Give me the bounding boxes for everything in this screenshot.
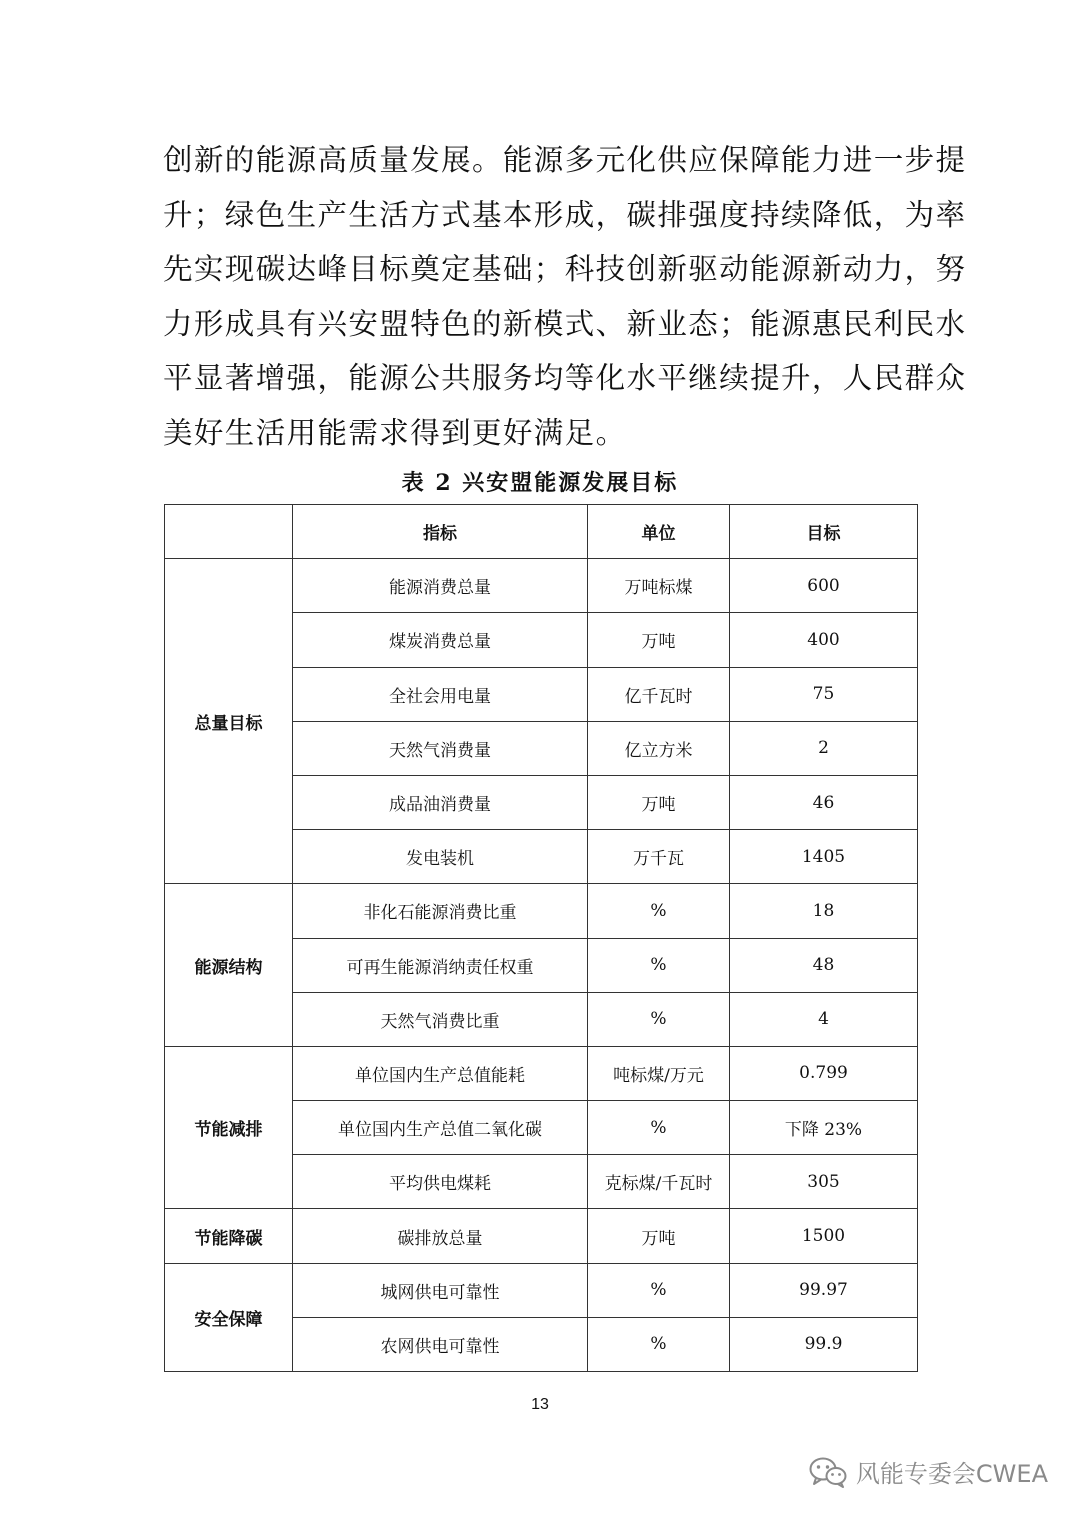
table-header-row (165, 505, 918, 559)
body-paragraph (163, 133, 967, 460)
unit-cell: % (588, 884, 730, 938)
unit-cell: 亿立方米 (588, 721, 730, 775)
indicator-cell: 碳排放总量 (293, 1209, 588, 1263)
header-category (165, 505, 293, 559)
table-row (165, 884, 918, 938)
table-row (165, 559, 918, 613)
indicator-cell: 能源消费总量 (293, 559, 588, 613)
unit-cell: % (588, 1101, 730, 1155)
indicator-cell: 可再生能源消纳责任权重 (293, 938, 588, 992)
target-cell: 305 (730, 1155, 918, 1209)
unit-cell: 亿千瓦时 (588, 667, 730, 721)
table-caption: 表 2 兴安盟能源发展目标 (401, 470, 679, 496)
target-cell: 2 (730, 721, 918, 775)
unit-cell: 万吨 (588, 613, 730, 667)
target-cell: 1500 (730, 1209, 918, 1263)
body-line: 升；绿色生产生活方式基本形成，碳排强度持续降低，为率 (163, 197, 967, 232)
watermark (808, 1454, 1048, 1489)
unit-cell: 万吨 (588, 775, 730, 829)
target-cell: 48 (730, 938, 918, 992)
unit-cell: 万吨标煤 (588, 559, 730, 613)
target-cell: 99.9 (730, 1317, 918, 1371)
target-cell: 下降 23% (730, 1101, 918, 1155)
unit-cell: 万千瓦 (588, 830, 730, 884)
wechat-icon (808, 1456, 848, 1488)
indicator-cell: 非化石能源消费比重 (293, 884, 588, 938)
unit-cell: % (588, 1317, 730, 1371)
indicator-cell: 天然气消费量 (293, 721, 588, 775)
header-unit: 单位 (588, 505, 730, 559)
target-cell: 400 (730, 613, 918, 667)
indicator-cell: 单位国内生产总值二氧化碳 (293, 1101, 588, 1155)
target-cell: 1405 (730, 830, 918, 884)
category-cell: 能源结构 (165, 884, 293, 1047)
body-line: 力形成具有兴安盟特色的新模式、新业态；能源惠民利民水 (163, 306, 967, 341)
watermark-text: 风能专委会CWEA (855, 1460, 1048, 1488)
header-target: 目标 (730, 505, 918, 559)
unit-cell: 万吨 (588, 1209, 730, 1263)
category-cell: 总量目标 (165, 559, 293, 884)
indicator-cell: 煤炭消费总量 (293, 613, 588, 667)
category-cell: 节能减排 (165, 1046, 293, 1209)
target-cell: 4 (730, 992, 918, 1046)
table-row (165, 1209, 918, 1263)
table-row (165, 1046, 918, 1100)
energy-targets-table (164, 504, 918, 1372)
unit-cell: 克标煤/千瓦时 (588, 1155, 730, 1209)
body-line: 美好生活用能需求得到更好满足。 (163, 415, 627, 450)
indicator-cell: 城网供电可靠性 (293, 1263, 588, 1317)
target-cell: 75 (730, 667, 918, 721)
indicator-cell: 天然气消费比重 (293, 992, 588, 1046)
indicator-cell: 农网供电可靠性 (293, 1317, 588, 1371)
unit-cell: % (588, 992, 730, 1046)
body-line: 创新的能源高质量发展。能源多元化供应保障能力进一步提 (163, 143, 967, 177)
indicator-cell: 平均供电煤耗 (293, 1155, 588, 1209)
unit-cell: 吨标煤/万元 (588, 1046, 730, 1100)
indicator-cell: 全社会用电量 (293, 667, 588, 721)
indicator-cell: 单位国内生产总值能耗 (293, 1046, 588, 1100)
indicator-cell: 成品油消费量 (293, 775, 588, 829)
unit-cell: % (588, 938, 730, 992)
target-cell: 46 (730, 775, 918, 829)
header-indicator: 指标 (293, 505, 588, 559)
category-cell: 节能降碳 (165, 1209, 293, 1263)
target-cell: 18 (730, 884, 918, 938)
body-line: 平显著增强，能源公共服务均等化水平继续提升，人民群众 (163, 361, 967, 395)
target-cell: 600 (730, 559, 918, 613)
target-cell: 99.97 (730, 1263, 918, 1317)
body-line: 先实现碳达峰目标奠定基础；科技创新驱动能源新动力，努 (163, 252, 967, 286)
table-row (165, 1263, 918, 1317)
target-cell: 0.799 (730, 1046, 918, 1100)
page-number: 13 (531, 1396, 549, 1413)
category-cell: 安全保障 (165, 1263, 293, 1371)
indicator-cell: 发电装机 (293, 830, 588, 884)
unit-cell: % (588, 1263, 730, 1317)
